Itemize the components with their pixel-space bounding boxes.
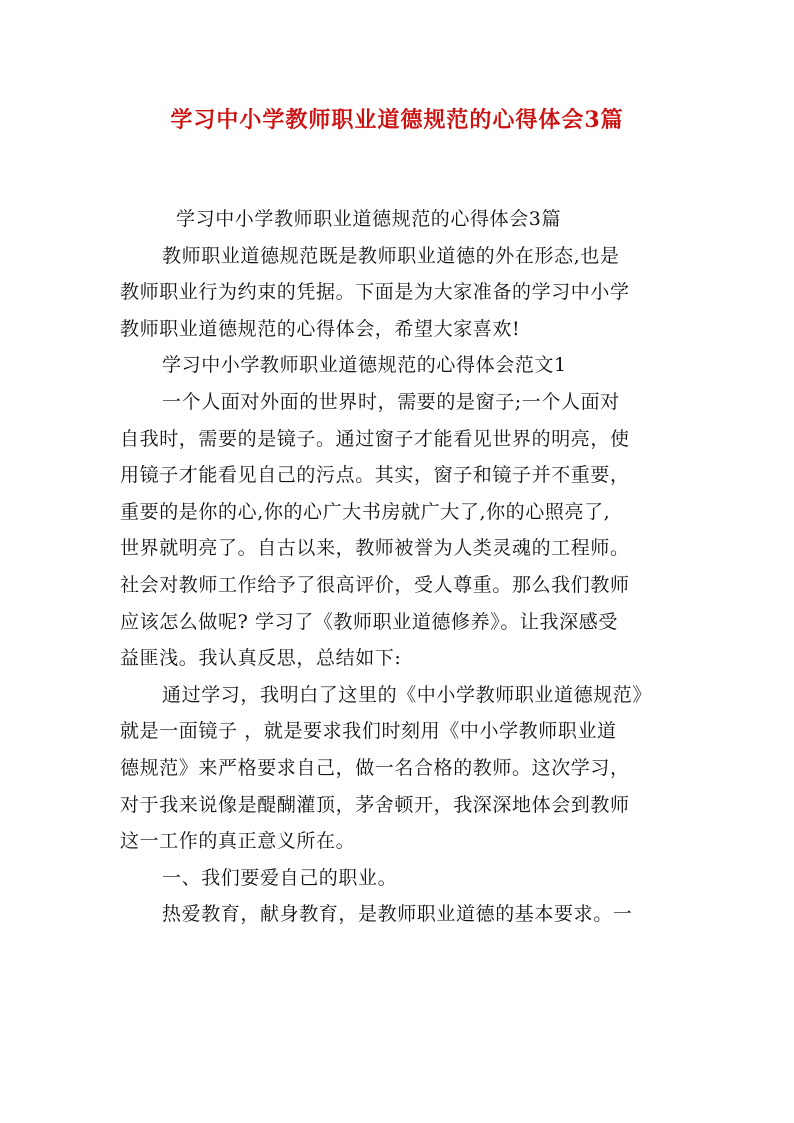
paragraph-line: 社会对教师工作给予了很高评价，受人尊重。那么我们教师 — [120, 573, 630, 596]
paragraph-line: 世界就明亮了。自古以来，教师被誉为人类灵魂的工程师。 — [120, 537, 630, 560]
list-heading: 一、我们要爱自己的职业。 — [162, 866, 398, 889]
paragraph-line: 这一工作的真正意义所在。 — [120, 830, 356, 853]
paragraph-line: 自我时，需要的是镜子。通过窗子才能看见世界的明亮，使 — [120, 427, 630, 450]
paragraph-line: 教师职业道德规范既是教师职业道德的外在形态,也是 — [162, 244, 620, 267]
paragraph-line: 就是一面镜子 ，就是要求我们时刻用《中小学教师职业道 — [120, 720, 617, 743]
paragraph-line: 一个人面对外面的世界时，需要的是窗子;一个人面对 — [162, 390, 620, 413]
paragraph-line: 教师职业行为约束的凭据。下面是为大家准备的学习中小学 — [120, 281, 630, 304]
paragraph-line: 重要的是你的心,你的心广大书房就广大了,你的心照亮了, — [120, 500, 611, 523]
paragraph-line: 对于我来说像是醍醐灌顶，茅舍顿开，我深深地体会到教师 — [120, 793, 630, 816]
paragraph-line: 教师职业道德规范的心得体会，希望大家喜欢! — [120, 317, 521, 340]
subtitle-line: 学习中小学教师职业道德规范的心得体会3篇 — [176, 208, 562, 230]
section-heading: 学习中小学教师职业道德规范的心得体会范文1 — [162, 354, 567, 377]
paragraph-line: 热爱教育，献身教育，是教师职业道德的基本要求。一 — [162, 903, 633, 926]
document-body — [120, 201, 680, 933]
paragraph-line: 通过学习，我明白了这里的《中小学教师职业道德规范》 — [162, 683, 653, 706]
document-title: 学习中小学教师职业道德规范的心得体会3篇 — [170, 107, 624, 133]
paragraph-line: 用镜子才能看见自己的污点。其实，窗子和镜子并不重要， — [120, 464, 630, 487]
paragraph-line: 益匪浅。我认真反思，总结如下: — [120, 647, 402, 670]
paragraph-line: 德规范》来严格要求自己，做一名合格的教师。这次学习， — [120, 756, 630, 779]
paragraph-line: 应该怎么做呢? 学习了《教师职业道德修养》。让我深感受 — [120, 610, 618, 633]
